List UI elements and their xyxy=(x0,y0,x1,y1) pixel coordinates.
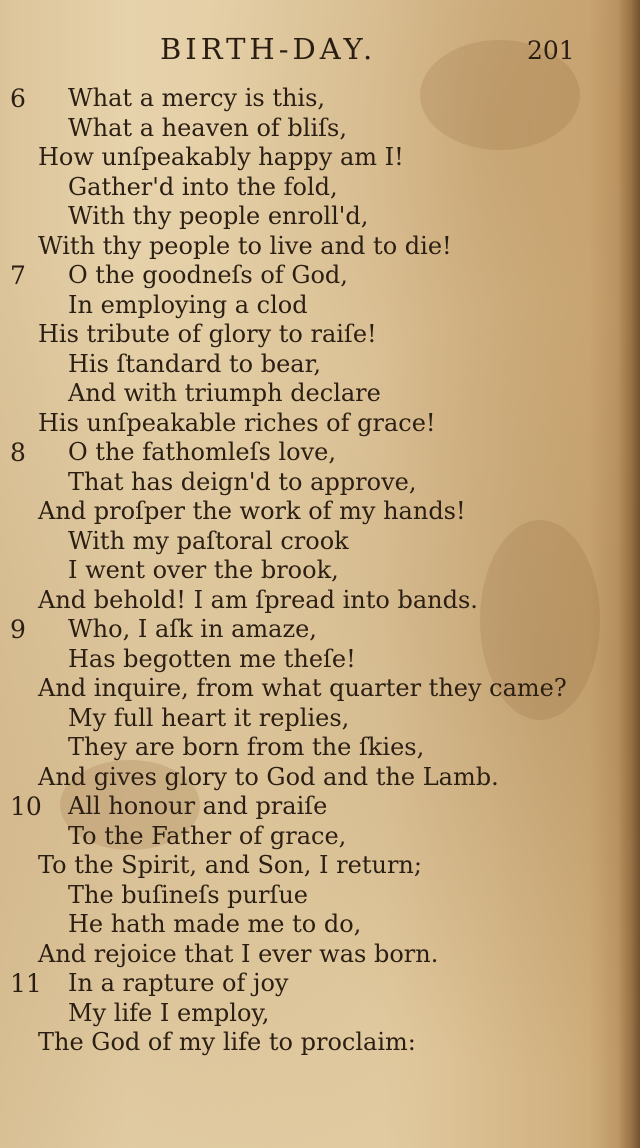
verse-line xyxy=(0,733,610,763)
verse-line xyxy=(0,438,610,468)
verse-line xyxy=(0,497,610,527)
verse-text: What a mercy is this, xyxy=(68,84,326,112)
verse-line xyxy=(0,84,610,114)
verse-line xyxy=(0,320,610,350)
stanza-number: 8 xyxy=(10,438,26,467)
verse-line xyxy=(0,969,610,999)
verse-text: And proſper the work of my hands! xyxy=(38,497,466,525)
verse-line xyxy=(0,792,610,822)
verse-text: With thy people to live and to die! xyxy=(38,231,452,260)
verse-text: Has begotten me theſe! xyxy=(68,644,356,673)
verse-line xyxy=(0,350,610,380)
verse-text: The God of my life to proclaim: xyxy=(38,1028,416,1056)
verse-line xyxy=(0,409,610,439)
verse-text: To the Father of grace, xyxy=(68,821,347,850)
verse-text: My life I employ, xyxy=(68,998,270,1027)
stanza-number: 10 xyxy=(10,792,42,821)
verse-line xyxy=(0,586,610,616)
verse-text: And rejoice that I ever was born. xyxy=(38,939,439,968)
verse-line xyxy=(0,881,610,911)
verse-line xyxy=(0,527,610,557)
verse-line xyxy=(0,674,610,704)
verse-line xyxy=(0,468,610,498)
stanza-number: 6 xyxy=(10,84,26,113)
verse-text: Gather'd into the fold, xyxy=(68,172,338,201)
verse-line xyxy=(0,940,610,970)
verse-text: What a heaven of bliſs, xyxy=(68,113,347,142)
verse-text: Who, I aſk in amaze, xyxy=(68,615,317,643)
verse-line xyxy=(0,851,610,881)
verse-text: I went over the brook, xyxy=(68,556,339,584)
verse-text: How unſpeakably happy am I! xyxy=(38,143,404,171)
verse-text: With thy people enroll'd, xyxy=(68,202,369,230)
verse-line xyxy=(0,114,610,144)
verse-text: My full heart it replies, xyxy=(68,703,350,732)
verse-line xyxy=(0,615,610,645)
verse-line xyxy=(0,1028,610,1058)
page-number: 201 xyxy=(527,36,575,65)
verse-line xyxy=(0,143,610,173)
verse-text: His ſtandard to bear, xyxy=(68,349,322,378)
hymn-verses xyxy=(0,84,610,1058)
verse-line xyxy=(0,822,610,852)
verse-text: In employing a clod xyxy=(68,290,308,319)
verse-line xyxy=(0,556,610,586)
verse-line xyxy=(0,645,610,675)
verse-text: All honour and praiſe xyxy=(68,792,328,820)
verse-text: And gives glory to God and the Lamb. xyxy=(38,762,499,791)
stanza-number: 11 xyxy=(10,969,42,998)
verse-line xyxy=(0,999,610,1029)
verse-text: His tribute of glory to raiſe! xyxy=(38,320,377,348)
verse-text: That has deign'd to approve, xyxy=(68,467,417,496)
verse-line xyxy=(0,232,610,262)
verse-line xyxy=(0,910,610,940)
verse-line xyxy=(0,763,610,793)
verse-text: He hath made me to do, xyxy=(68,910,362,938)
running-head xyxy=(0,28,640,72)
verse-line xyxy=(0,202,610,232)
verse-text: O the fathomleſs love, xyxy=(68,438,336,466)
verse-text: With my paſtoral crook xyxy=(68,526,349,555)
verse-line xyxy=(0,291,610,321)
verse-line xyxy=(0,261,610,291)
stanza-number: 7 xyxy=(10,261,26,290)
verse-text: To the Spirit, and Son, I return; xyxy=(38,851,422,879)
verse-text: In a rapture of joy xyxy=(68,969,289,997)
page-edge-shadow xyxy=(618,0,640,1148)
verse-line xyxy=(0,379,610,409)
running-title: BIRTH-DAY. xyxy=(160,32,377,66)
verse-text: And with triumph declare xyxy=(68,379,381,407)
verse-text: His unſpeakable riches of grace! xyxy=(38,408,436,437)
verse-text: O the goodneſs of God, xyxy=(68,261,348,289)
stanza-number: 9 xyxy=(10,615,26,644)
verse-line xyxy=(0,704,610,734)
verse-text: And behold! I am ſpread into bands. xyxy=(38,585,478,614)
verse-line xyxy=(0,173,610,203)
verse-text: They are born from the ſkies, xyxy=(68,733,425,761)
verse-text: The buſineſs purſue xyxy=(68,880,308,909)
verse-text: And inquire, from what quarter they came? xyxy=(38,674,567,702)
